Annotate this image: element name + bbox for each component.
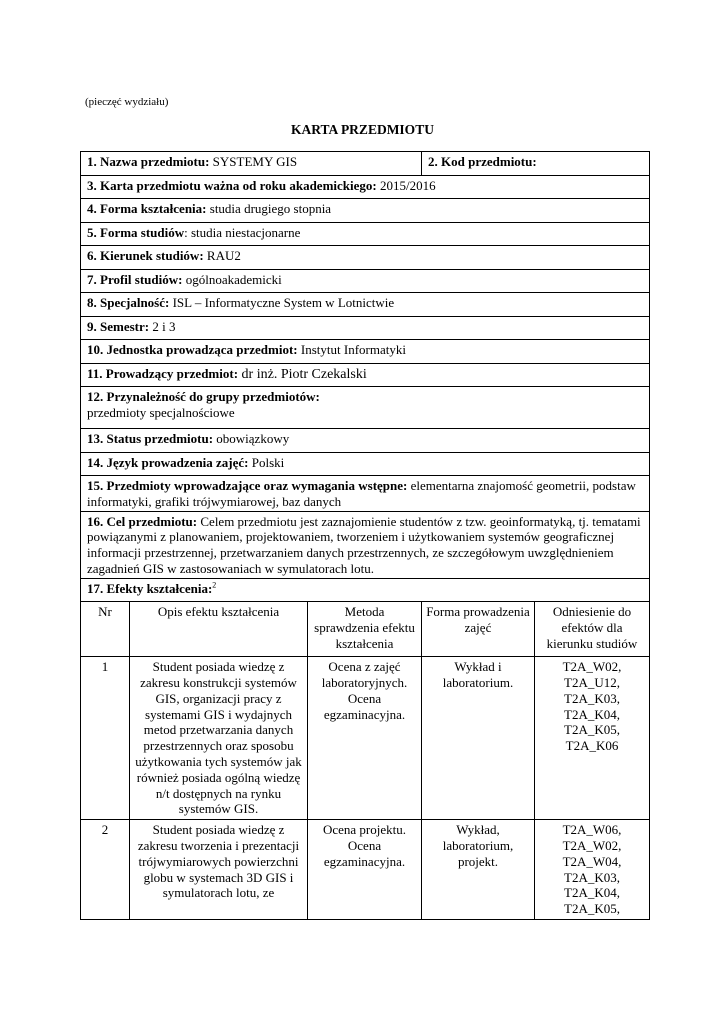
header-verification-method: Metoda sprawdzenia efektu kształcenia <box>308 602 422 657</box>
table-row <box>81 657 650 820</box>
course-code-label: 2. Kod przedmiotu: <box>428 154 537 169</box>
education-form-value: studia drugiego stopnia <box>206 201 332 216</box>
lecturer-value: dr inż. Piotr Czekalski <box>238 366 367 382</box>
row-specialization <box>81 293 650 317</box>
course-goal-value: Celem przedmiotu jest zaznajomienie studentów z tzw. geoinformatyką, tj. tematami powiązanymi z planowaniem, projektowaniem, tworzeniem i użytkowaniem systemów geograficznej informacji przestrzennej, przetwarzaniem danych przestrzennych, ze szczegółowym uwzględnieniem zagadnień GIS w zastosowaniach w symulatorach lotu. <box>87 513 641 576</box>
education-form-label: 4. Forma kształcenia: <box>87 201 207 216</box>
specialization-label: 8. Specjalność: <box>87 295 170 310</box>
learning-effects-label: 17. Efekty kształcenia: <box>87 580 213 596</box>
row-prerequisites <box>81 476 650 512</box>
lecturer-label: 11. Prowadzący przedmiot: <box>87 365 239 381</box>
row-language <box>81 452 650 476</box>
effect-description: Student posiada wiedzę z zakresu tworzenia i prezentacji trójwymiarowych powierzchni globu w systemach 3D GIS i symulatorach lotu, ze <box>130 820 308 920</box>
page-title: KARTA PRZEDMIOTU <box>291 122 434 137</box>
effect-nr: 1 <box>81 657 130 820</box>
language-label: 14. Język prowadzenia zajęć: <box>87 454 249 470</box>
study-form-value: : studia niestacjonarne <box>184 224 301 240</box>
specialization-value: ISL – Informatyczne System w Lotnictwie <box>169 295 395 310</box>
prerequisites-value: elementarna znajomość geometrii, podstaw informatyki, grafiki trójwymiarowej, baz danych <box>87 478 636 509</box>
prerequisites-label: 15. Przedmioty wprowadzające oraz wymagania wstępne: <box>87 478 408 493</box>
row-education-form <box>81 199 650 223</box>
header-nr: Nr <box>81 602 130 657</box>
semester-value: 2 i 3 <box>149 318 176 334</box>
course-group-label: 12. Przynależność do grupy przedmiotów: <box>87 389 320 404</box>
row-course-group <box>81 387 650 429</box>
field-of-study-label: 6. Kierunek studiów: <box>87 248 204 263</box>
course-status-label: 13. Status przedmiotu: <box>87 431 214 446</box>
row-course-goal <box>81 511 650 578</box>
course-card-table <box>80 151 650 920</box>
row-learning-effects <box>81 578 650 602</box>
row-semester <box>81 316 650 340</box>
semester-label: 9. Semestr: <box>87 318 150 334</box>
row-study-form <box>81 222 650 246</box>
table-row <box>81 820 650 920</box>
row-course-status <box>81 429 650 453</box>
effects-header-row <box>81 602 650 657</box>
unit-label: 10. Jednostka prowadząca przedmiot: <box>87 342 298 357</box>
header-reference: Odniesienie do efektów dla kierunku studiów <box>535 602 650 657</box>
language-value: Polski <box>248 454 285 470</box>
footnote-marker: 2 <box>212 580 217 590</box>
study-profile-value: ogólnoakademicki <box>182 271 282 287</box>
effect-class-form: Wykład i laboratorium. <box>422 657 535 820</box>
course-group-value: przedmioty specjalnościowe <box>87 404 235 420</box>
header-class-form: Forma prowadzenia zajęć <box>422 602 535 657</box>
effect-verification-method: Ocena projektu. Ocena egzaminacyjna. <box>308 820 422 920</box>
effect-nr: 2 <box>81 820 130 920</box>
row-field-of-study <box>81 246 650 270</box>
effect-class-form: Wykład, laboratorium, projekt. <box>422 820 535 920</box>
course-goal-label: 16. Cel przedmiotu: <box>87 513 198 529</box>
row-study-profile <box>81 269 650 293</box>
course-status-value: obowiązkowy <box>213 431 290 446</box>
course-name-value: SYSTEMY GIS <box>209 154 298 169</box>
effect-verification-method: Ocena z zajęć laboratoryjnych. Ocena egzaminacyjna. <box>308 657 422 820</box>
effect-reference: T2A_W02, T2A_U12, T2A_K03, T2A_K04, T2A_K05, T2A_K06 <box>535 657 650 820</box>
course-name-cell <box>81 152 422 176</box>
row-course-name <box>81 152 650 176</box>
course-name-label: 1. Nazwa przedmiotu: <box>87 154 210 169</box>
effect-reference: T2A_W06, T2A_W02, T2A_W04, T2A_K03, T2A_K04, T2A_K05, <box>535 820 650 920</box>
stamp-label: (pieczęć wydziału) <box>85 96 169 108</box>
effect-description: Student posiada wiedzę z zakresu konstrukcji systemów GIS, organizacji pracy z systemami GIS i wydajnych metod przetwarzania danych przestrzennych oraz sposobu użytkowania tych systemów jak również posiada ogólną wiedzę n/t dostępnych na rynku systemów GIS. <box>130 657 308 820</box>
row-lecturer <box>81 363 650 387</box>
unit-value: Instytut Informatyki <box>297 342 406 357</box>
header-description: Opis efektu kształcenia <box>130 602 308 657</box>
study-profile-label: 7. Profil studiów: <box>87 271 183 287</box>
course-code-cell <box>422 152 650 176</box>
valid-year-value: 2015/2016 <box>376 177 436 193</box>
row-unit <box>81 340 650 364</box>
valid-year-label: 3. Karta przedmiotu ważna od roku akademickiego: <box>87 177 377 193</box>
row-valid-year <box>81 175 650 199</box>
field-of-study-value: RAU2 <box>203 248 241 263</box>
study-form-label: 5. Forma studiów <box>87 224 185 240</box>
